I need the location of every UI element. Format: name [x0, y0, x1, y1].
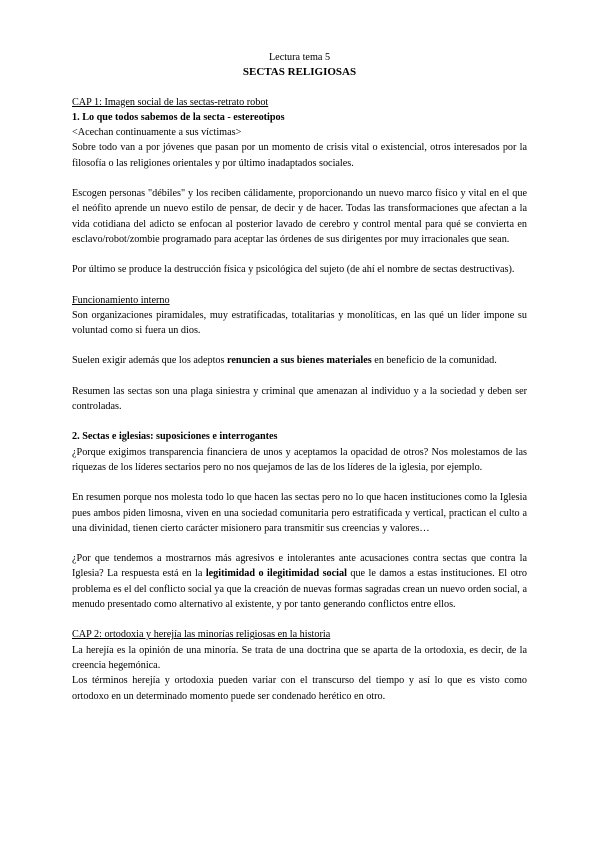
section-2-title: 2. Sectas e iglesias: suposiciones e interrogantes — [72, 431, 278, 443]
paragraph: Suelen exigir además que los adeptos renuncien a sus bienes materiales en beneficio de la comunidad. — [72, 355, 497, 367]
document-body — [72, 50, 527, 704]
lecture-label: Lectura tema 5 — [268, 52, 331, 63]
paragraph: Los términos herejía y ortodoxia pueden variar con el transcurso del tiempo y así lo que es visto como ortodoxo en un determinado momento puede ser condenado herético en otro. — [72, 675, 527, 702]
paragraph: ¿Por que tendemos a mostrarnos más agresivos e intolerantes ante acusaciones contra sectas que contra la Iglesia? La respuesta está en la legitimidad o ilegitimidad social que le damos a estas instituciones. El otro problema es el del conflicto social ya que la creación de nuevas formas sagradas crean un nuevo orden social, a menudo presentado como alternativo al existente, y por tanto generando conflictos entre ellos. — [72, 553, 527, 611]
paragraph: Escogen personas "débiles" y los reciben cálidamente, proporcionando un nuevo marco físico y vital en el que el neófito aprende un nuevo estilo de pensar, de decir y de hacer. Todas las transformaciones que afectan a la vida cotidiana del adicto se enfocan al posterior lavado de cerebro y control mental para qué se convierta en esclavo/robot/zombie programado para aceptar las órdenes de sus dirigentes por muy irracionales que sean. — [72, 188, 527, 245]
chapter-1-heading: CAP 1: Imagen social de las sectas-retrato robot — [72, 96, 269, 108]
section-1-title: 1. Lo que todos sabemos de la secta - estereotipos — [72, 111, 285, 123]
bold-phrase: legitimidad o ilegitimidad social — [205, 568, 347, 580]
bold-phrase: renuncien a sus bienes materiales — [227, 355, 372, 367]
paragraph: En resumen porque nos molesta todo lo que hacen las sectas pero no lo que hacen instituciones como la Iglesia pues ambos piden limosna, viven en una sociedad comunitaria pero estratificada y vertical, practican el culto a una divinidad, tienen cierto carácter misionero para transmitir sus creencias y valores… — [72, 492, 527, 534]
funcionamiento-heading: Funcionamiento interno — [72, 294, 170, 306]
paragraph: Sobre todo van a por jóvenes que pasan por un momento de crisis vital o existencial, otros interesados por la filosofía o las religiones orientales y por último inadaptados sociales. — [72, 142, 527, 169]
document-title: SECTAS RELIGIOSAS — [242, 66, 357, 79]
paragraph: La herejía es la opinión de una minoría. Se trata de una doctrina que se aparta de la ortodoxia, es decir, de la creencia hegemónica. — [72, 644, 527, 671]
paragraph: Son organizaciones piramidales, muy estratificadas, totalitarias y monolíticas, en las qué un líder impone su voluntad como si fuera un dios. — [72, 309, 527, 337]
paragraph: ¿Porque exigimos transparencia financiera de unos y aceptamos la opacidad de otros? Nos molestamos de las riquezas de los líderes sectarios pero no nos quejamos de las de los líderes de la iglesia, por ejemplo. — [72, 446, 527, 473]
chapter-2-heading: CAP 2: ortodoxia y herejía las minorías religiosas en la historia — [72, 629, 331, 641]
paragraph: Por último se produce la destrucción física y psicológica del sujeto (de ahí el nombre de sectas destructivas). — [72, 264, 515, 276]
section-1-subtitle: <Acechan continuamente a sus víctimas> — [72, 127, 242, 139]
paragraph: Resumen las sectas son una plaga siniestra y criminal que amenazan al individuo y a la sociedad y deben ser controladas. — [72, 385, 527, 413]
